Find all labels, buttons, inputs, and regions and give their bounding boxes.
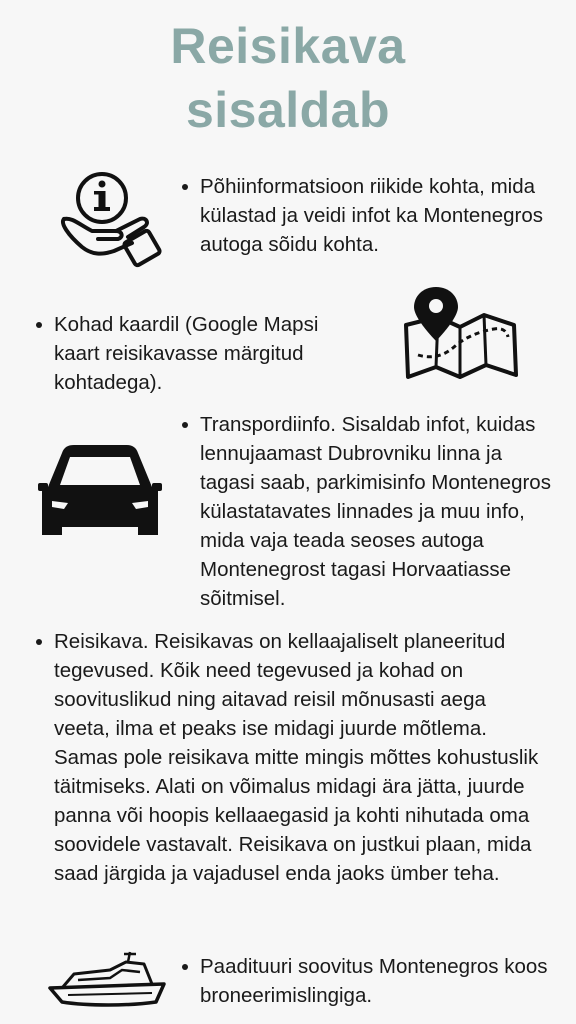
title-line-1: Reisikava [170,18,406,74]
list-item [32,627,542,888]
list-item [32,310,352,397]
list-item-text: Kohad kaardil (Google Mapsi kaart reisikavasse märgitud kohtadega). [54,313,319,394]
list-item [178,172,548,259]
list-item [178,952,548,1010]
page-title [0,14,576,142]
list-item-text: Põhiinformatsioon riikide kohta, mida külastad ja veidi infot ka Montenegros autoga sõidu kohta. [200,175,544,256]
map-pin-icon [398,285,522,387]
list-item-text: Transpordiinfo. Sisaldab infot, kuidas lennujaamast Dubrovniku linna ja tagasi saab, parkimisinfo Montenegros külastatavates linnades ja muu info, mida vaja teada seoses autoga Montenegrost tagasi Horvaatiasse sõitmisel. [200,413,551,610]
car-icon [38,443,162,541]
title-line-2: sisaldab [185,82,391,138]
info-hand-icon [58,163,162,275]
list-item-text: Paadituuri soovitus Montenegros koos broneerimislingiga. [200,955,548,1007]
list-item [178,410,558,613]
list-item-text: Reisikava. Reisikavas on kellaajaliselt planeeritud tegevused. Kõik need tegevused ja kohad on soovituslikud ning aitavad reisil mõnusasti aega veeta, ilma et peaks ise midagi juurde mõtlema. Samas pole reisikava mitte mingis mõttes kohustuslik täitmiseks. Alati on võimalus midagi ära jätta, juurde panna või hoopis kellaaegasid ja kohti nihutada oma soovidele vastavalt. Reisikava on justkui plaan, mida saad järgida ja vajadusel enda jaoks ümber teha. [54,630,539,885]
yacht-icon [48,950,168,1010]
